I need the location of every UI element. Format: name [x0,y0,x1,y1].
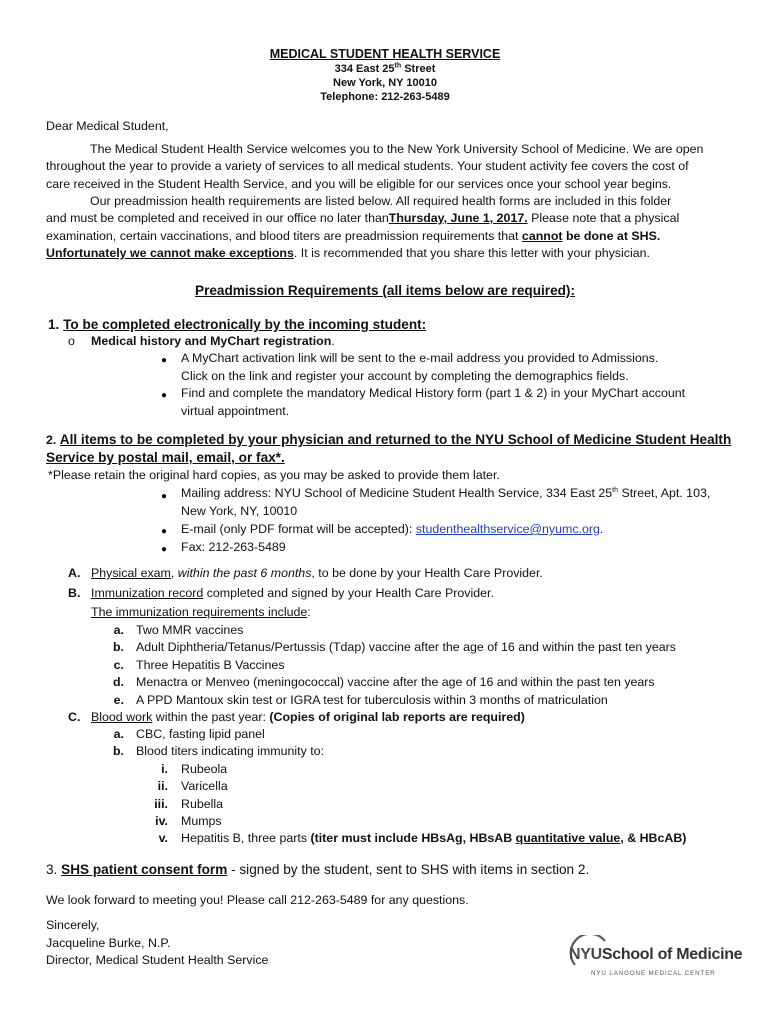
paragraph-2-line: and must be completed and received in our office no later thanThursday, June 1, 2017. Please note that a physical [46,211,680,225]
immunization-requirement-marker: a. [113,623,124,637]
logo-text: NYUSchool of Medicine [569,946,743,963]
page-title: MEDICAL STUDENT HEALTH SERVICE [269,47,501,61]
section-1-subtitle: Medical history and MyChart registration. [91,334,335,348]
titer-marker: v. [158,831,168,845]
mailing-address-line-2: New York, NY, 10010 [181,504,298,518]
section-2-heading: 2. All items to be completed by your physician and returned to the NYU School of Medicine Student Health [46,432,732,447]
immunization-requirement-marker: c. [113,657,124,672]
titer-requirement: Rubella [181,796,224,811]
item-marker: C. [68,710,81,724]
immunization-intro: The immunization requirements include: [91,605,311,619]
address-line-2: New York, NY 10010 [333,77,437,89]
titer-requirement-marker: ii. [157,779,168,794]
section-2-heading-line-2: Service by postal mail, email, or fax*. [46,450,285,465]
immunization-requirement: Adult Diphtheria/Tetanus/Pertussis (Tdap) vaccine after the age of 16 and within the past ten years [136,640,676,655]
closing-line: We look forward to meeting you! Please call 212-263-5489 for any questions. [46,893,469,907]
signer-role: Director, Medical Student Health Service [46,953,269,967]
nyu-school-of-medicine-logo [565,935,743,979]
retain-copies-note: *Please retain the original hard copies, as you may be asked to provide them later. [48,468,500,482]
phone-line: Telephone: 212-263-5489 [320,91,450,103]
fax-line: Fax: 212-263-5489 [181,540,286,554]
sincerely: Sincerely, [46,918,100,932]
immunization-requirement-marker: e. [113,692,124,707]
bullet-text: Click on the link and register your account by completing the demographics fields. [181,369,629,383]
bullet-icon: ● [161,526,168,537]
immunization-requirement: A PPD Mantoux skin test or IGRA test for tuberculosis within 3 months of matriculation [136,692,608,707]
paragraph-1-line: throughout the year to provide a variety of services to all medical students. Your student activity fee covers the cost of [46,159,689,173]
blood-work-item: Blood work within the past year: (Copies of original lab reports are required) [91,710,525,724]
item-marker: A. [68,566,81,580]
deadline-date: Thursday, June 1, 2017. [388,211,528,225]
titer-requirement-marker: i. [161,762,168,776]
requirements-heading: Preadmission Requirements (all items below are required): [195,283,575,298]
blood-work-requirement: CBC, fasting lipid panel [136,727,265,741]
titer-requirement: Varicella [181,779,228,794]
email-link[interactable]: studenthealthservice@nyumc.org [415,522,600,536]
immunization-requirement-marker: d. [112,675,124,690]
salutation: Dear Medical Student, [46,119,169,133]
immunization-requirement-marker: b. [112,640,124,655]
immunization-requirement: Menactra or Menveo (meningococcal) vaccine after the age of 16 and within the past ten years [136,675,655,690]
section-1-heading: 1. To be completed electronically by the incoming student: [48,317,427,332]
blood-work-requirement-marker: b. [112,744,124,759]
logo-subtext: NYU LANGONE MEDICAL CENTER [591,970,716,977]
immunization-item: Immunization record completed and signed by your Health Care Provider. [91,586,494,600]
paragraph-2-line: Unfortunately we cannot make exceptions. It is recommended that you share this letter with your physician. [46,246,650,260]
item-marker: B. [68,586,81,600]
paragraph-1-line: The Medical Student Health Service welcomes you to the New York University School of Medicine. We are open [90,142,704,156]
titer-requirement: Mumps [181,814,222,829]
paragraph-2-line: examination, certain vaccinations, and blood titers are preadmission requirements that cannot be done at SHS. [46,229,661,243]
hepatitis-b-titer: Hepatitis B, three parts (titer must include HBsAg, HBsAB quantitative value, & HBcAB) [181,831,687,845]
bullet-icon: ● [161,355,168,366]
bullet-text: Find and complete the mandatory Medical History form (part 1 & 2) in your MyChart account [181,386,686,400]
bullet-icon: ● [161,544,168,555]
email-line: E-mail (only PDF format will be accepted): studenthealthservice@nyumc.org. [181,522,604,536]
bullet-text: A MyChart activation link will be sent to the e-mail address you provided to Admissions. [181,351,659,365]
sub-marker: o [68,334,75,348]
bullet-icon: ● [161,390,168,401]
titer-requirement-marker: iii. [154,796,168,811]
immunization-requirement: Two MMR vaccines [136,623,244,637]
address-line-1: 334 East 25th Street [334,62,436,75]
titer-requirement-marker: iv. [155,814,168,829]
paragraph-2-line: Our preadmission health requirements are listed below. All required health forms are included in this folder [90,194,672,208]
signer-name: Jacqueline Burke, N.P. [46,936,171,950]
titer-requirement: Rubeola [181,762,228,776]
blood-work-requirement: Blood titers indicating immunity to: [136,744,325,759]
bullet-icon: ● [161,491,168,502]
section-3-heading: 3. SHS patient consent form - signed by the student, sent to SHS with items in section 2. [46,862,590,877]
bullet-text: virtual appointment. [181,404,290,418]
mailing-address: Mailing address: NYU School of Medicine Student Health Service, 334 East 25th Street, Apt. 103, [181,486,711,500]
paragraph-1-line: care received in the Student Health Service, and you will be eligible for our services once your school year begins. [46,177,672,191]
immunization-requirement: Three Hepatitis B Vaccines [136,657,285,672]
blood-work-requirement-marker: a. [113,727,124,741]
physical-exam-item: Physical exam, within the past 6 months, to be done by your Health Care Provider. [91,566,543,580]
